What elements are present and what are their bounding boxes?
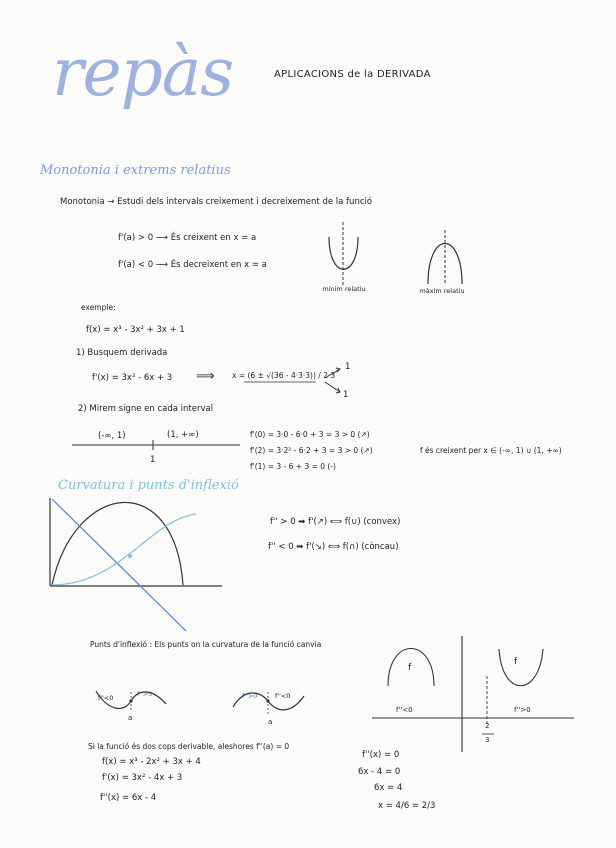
rule-concave: f'' < 0 ➡ f'(↘) ⟺ f(∩) (còncau) bbox=[268, 542, 399, 552]
page-title: repàs bbox=[52, 34, 234, 111]
eval-0: f'(0) = 3·0 - 6·0 + 3 = 3 > 0 (↗) bbox=[250, 430, 370, 439]
graph-x-numerator: 2 bbox=[485, 722, 490, 730]
root-formula: x = (6 ± √(36 - 4·3·3)) / 2·3 bbox=[232, 371, 336, 380]
solve-step1: f''(x) = 0 bbox=[362, 750, 400, 760]
root-top: 1 bbox=[345, 362, 351, 372]
graph-convex-f: f bbox=[514, 657, 518, 667]
graph-left-label: f''<0 bbox=[396, 706, 413, 714]
rule-increasing: f'(a) > 0 ⟶ És creixent en x = a bbox=[118, 233, 257, 243]
example2-f2: f''(x) = 6x - 4 bbox=[100, 793, 157, 803]
curve1-left-label: f''<0 bbox=[98, 694, 114, 702]
step1-label: 1) Busquem derivada bbox=[76, 348, 168, 358]
example2-f1: f'(x) = 3x² - 4x + 3 bbox=[102, 773, 183, 783]
concavity-axes-graph bbox=[372, 636, 574, 752]
inflection-note: Si la funció és dos cops derivable, aleshores f''(a) = 0 bbox=[88, 742, 290, 751]
curvature-graph bbox=[50, 498, 222, 631]
graph-right-label: f''>0 bbox=[514, 706, 531, 714]
page-subtitle: APLICACIONS de la DERIVADA bbox=[274, 69, 431, 80]
number-line bbox=[72, 440, 240, 450]
root-arrows bbox=[325, 368, 340, 393]
solve-step3: 6x = 4 bbox=[374, 783, 403, 793]
example2-f: f(x) = x³ - 2x² + 3x + 4 bbox=[102, 757, 201, 767]
inflection-definition: Punts d'inflexió : Els punts on la curvatura de la funció canvia bbox=[90, 640, 322, 649]
interval-left: (-∞, 1) bbox=[98, 431, 126, 441]
example-label: exemple: bbox=[81, 303, 116, 312]
graph-x-denominator: 3 bbox=[485, 736, 490, 744]
eval-1: f'(1) = 3 - 6 + 3 = 0 (-) bbox=[250, 462, 336, 471]
rule-decreasing: f'(a) < 0 ⟶ És decreixent en x = a bbox=[118, 260, 267, 270]
max-label: màxim relatiu bbox=[419, 287, 465, 295]
curve2-right-label: f''<0 bbox=[275, 692, 291, 700]
implies-arrow: ⟹ bbox=[196, 369, 215, 384]
eval-2: f'(2) = 3·2² - 6·2 + 3 = 3 > 0 (↗) bbox=[250, 446, 373, 455]
step2-label: 2) Mirem signe en cada interval bbox=[78, 404, 214, 414]
section-heading-monotonia: Monotonia i extrems relatius bbox=[40, 163, 231, 178]
conclusion: f és creixent per x ∈ (-∞, 1) ∪ (1, +∞) bbox=[420, 446, 562, 455]
maximum-sketch bbox=[428, 230, 462, 285]
rule-convex: f'' > 0 ➡ f'(↗) ⟺ f(∪) (convex) bbox=[270, 517, 401, 527]
example-function: f(x) = x³ - 3x² + 3x + 1 bbox=[86, 325, 185, 335]
curve1-a-label: a bbox=[128, 714, 133, 722]
derivative: f'(x) = 3x² - 6x + 3 bbox=[92, 373, 173, 383]
number-line-tick: 1 bbox=[150, 455, 156, 465]
graph-concave-f: f bbox=[408, 663, 412, 673]
minimum-sketch bbox=[329, 222, 358, 285]
monotonia-intro: Monotonia → Estudi dels intervals creixement i decreixement de la funció bbox=[60, 197, 373, 207]
min-label: mínim relatiu bbox=[322, 285, 366, 293]
section-heading-curvatura: Curvatura i punts d'inflexió bbox=[58, 478, 239, 493]
solve-step2: 6x - 4 = 0 bbox=[358, 767, 401, 777]
curve1-right-label: f''>0 bbox=[137, 690, 153, 698]
root-bottom: 1 bbox=[343, 390, 349, 400]
curve2-left-label: f''>0 bbox=[242, 692, 258, 700]
interval-right: (1, +∞) bbox=[167, 430, 199, 440]
inflection-curve-2 bbox=[233, 692, 304, 716]
curve2-a-label: a bbox=[268, 718, 273, 726]
inflection-curve-1 bbox=[96, 691, 166, 712]
solve-step4: x = 4/6 = 2/3 bbox=[378, 801, 436, 811]
